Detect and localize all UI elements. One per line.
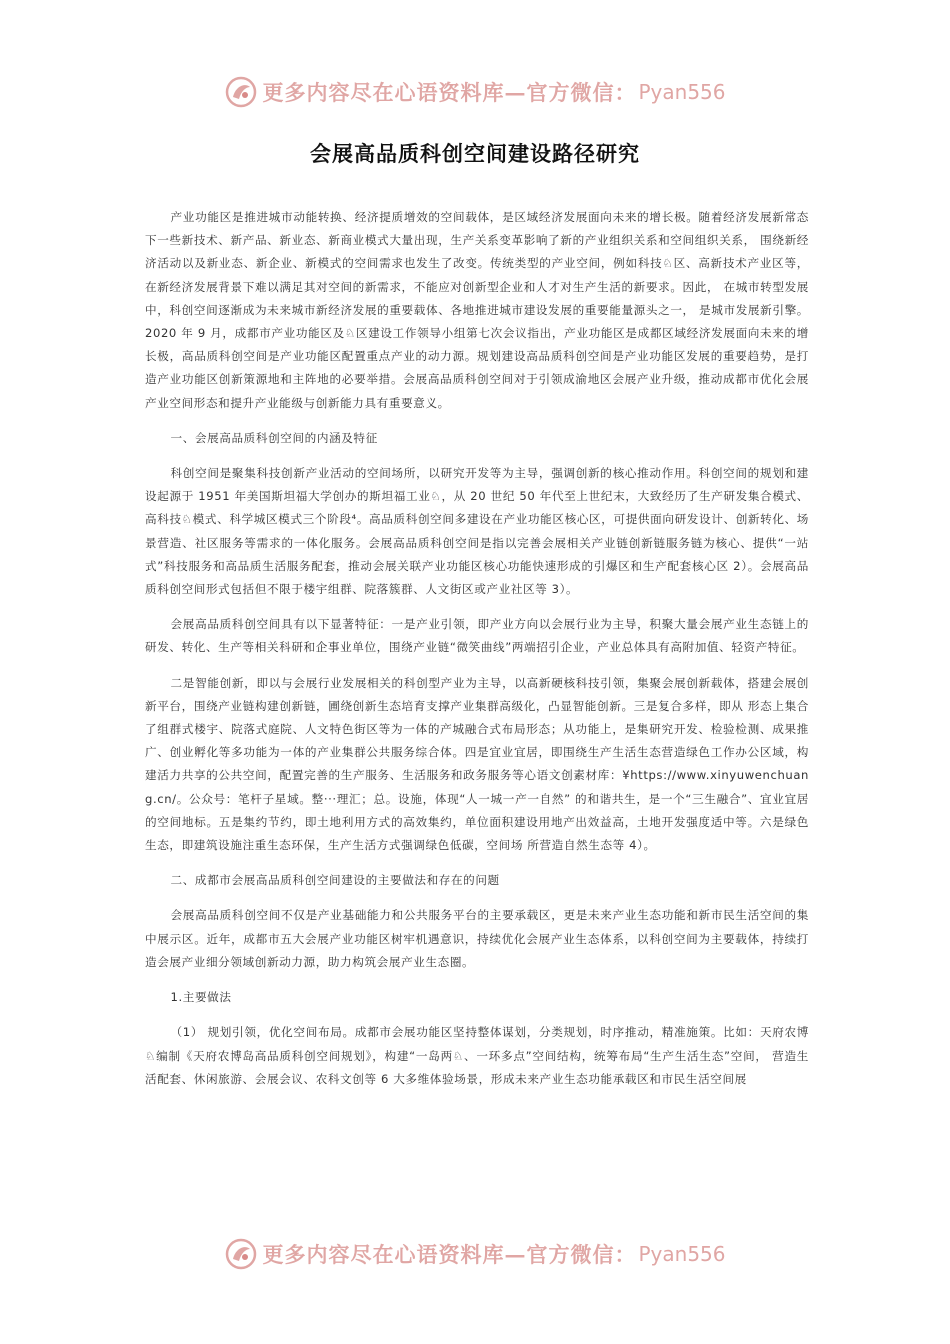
section2-paragraph-1: 会展高品质科创空间不仅是产业基础能力和公共服务平台的主要承载区，更是未来产业生态功能和新市民生活空间的集中展示区。近年，成都市五大会展产业功能区树牢机遇意识，持续优化会展产业生态体系，以科创空间为主要载体，持续打造会展产业细分领域创新动力源，助力构筑会展产业生态圈。 <box>145 908 809 969</box>
document-body <box>145 206 809 1103</box>
footer-watermark-banner <box>0 1234 950 1274</box>
header-watermark-banner <box>0 72 950 112</box>
watermark-text: 更多内容尽在心语资料库—官方微信： <box>262 80 637 105</box>
watermark-logo-icon <box>224 75 258 109</box>
watermark-text: 更多内容尽在心语资料库—官方微信： <box>262 1242 637 1267</box>
section1-paragraph-1: 科创空间是聚集科技创新产业活动的空间场所，以研究开发等为主导，强调创新的核心推动作用。科创空间的规划和建设起源于 1951 年美国斯坦福大学创办的斯坦福工业♘，从 20 世纪 50 年代至上世纪末，大致经历了生产研发集合模式、高科技♘模式、科学城区模式三个阶段⁴。高品质科创空间多建设在产业功能区核心区，可提供面向研发设计、创新转化、场景营造、社区服务等需求的一体化服务。会展高品质科创空间是指以完善会展相关产业链创新链服务链为核心、提供“一站式”科技服务和高品质生活服务配套，推动会展关联产业功能区核心功能快速形成的引爆区和生产配套核心区 2）。会展高品质科创空间形式包括但不限于楼宇组群、院落簇群、人文街区或产业社区等 3）。 <box>145 466 809 597</box>
page-title: 会展高品质科创空间建设路径研究 <box>310 142 640 166</box>
intro-paragraph: 产业功能区是推进城市动能转换、经济提质增效的空间载体，是区域经济发展面向未来的增长极。随着经济发展新常态下一些新技术、新产品、新业态、新商业模式大量出现，生产关系变革影响了新的产业组织关系和空间组织关系， 围绕新经济活动以及新业态、新企业、新模式的空间需求也发生了改变。传统类型的产业空间，例如科技♘区、高新技术产业区等，在新经济发展背景下难以满足其对空间的新需求，不能应对创新型企业和人才对生产生活的新要求。因此， 在城市转型发展中，科创空间逐渐成为未来城市新经济发展的重要载体、各地推进城市建设发展的重要能量源头之一， 是城市发展新引擎。2020 年 9 月，成都市产业功能区及♘区建设工作领导小组第七次会议指出，产业功能区是成都区域经济发展面向未来的增长极，高品质科创空间是产业功能区配置重点产业的动力源。规划建设高品质科创空间是产业功能区发展的重要趋势，是打造产业功能区创新策源地和主阵地的必要举措。会展高品质科创空间对于引领成渝地区会展产业升级，推动成都市优化会展产业空间形态和提升产业能级与创新能力具有重要意义。 <box>145 210 809 410</box>
subsection-heading-1: 1.主要做法 <box>170 990 232 1005</box>
watermark-wechat-id: Pyan556 <box>638 1242 726 1266</box>
section1-paragraph-3: 二是智能创新，即以与会展行业发展相关的科创型产业为主导，以高新硬核科技引领，集聚会展创新载体，搭建会展创新平台，围绕产业链构建创新链，圃绕创新生态培育支撑产业集群高级化，凸显智能创新。三是复合多样，即从 形态上集合了组群式楼宇、院落式庭院、人文特色街区等为一体的产城融合式布局形态；从功能上，是集研究开发、检验检测、成果推广、创业孵化等多功能为一体的产业集群公共服务综合体。四是宜业宜居，即围绕生产生活生态营造绿色工作办公区域，构建活力共享的公共空间，配置完善的生产服务、生活服务和政务服务等心语文创素材库：¥https://www.xinyuwenchuang.cn/。公众号：笔杆子星域。整···理汇；总。设施，体现“人一城一产一自然” 的和谐共生，是一个“三生融合”、宜业宜居的空间地标。五是集约节约，即土地利用方式的高效集约，单位面积建设用地产出效益高，土地开发强度适中等。六是绿色生态，即建筑设施注重生态环保，生产生活方式强调绿色低碳，空间场 所营造自然生态等 4）。 <box>145 675 809 853</box>
watermark-logo-icon <box>224 1237 258 1271</box>
section-heading-1: 一、会展高品质科创空间的内涵及特征 <box>170 430 378 445</box>
section1-paragraph-2: 会展高品质科创空间具有以下显著特征：一是产业引领，即产业方向以会展行业为主导，积聚大量会展产业生态链上的研发、转化、生产等相关科研和企事业单位，围绕产业链“微笑曲线”两端招引企业，产业总体具有高附加值、轻资产特征。 <box>145 617 809 655</box>
section-heading-2: 二、成都市会展高品质科创空间建设的主要做法和存在的问题 <box>170 873 500 888</box>
watermark-wechat-id: Pyan556 <box>638 80 726 104</box>
subsection1-paragraph-1: （1） 规划引领，优化空间布局。成都市会展功能区坚持整体谋划，分类规划，时序推动，精准施策。比如：天府农博♘编制《天府农博岛高品质科创空间规划》，构建“一岛两♘、一环多点”空间结构，统筹布局“生产生活生态”空间， 营造生活配套、休闲旅游、会展会议、农科文创等 6 大多维体验场景，形成未来产业生态功能承载区和市民生活空间展 <box>145 1025 809 1086</box>
